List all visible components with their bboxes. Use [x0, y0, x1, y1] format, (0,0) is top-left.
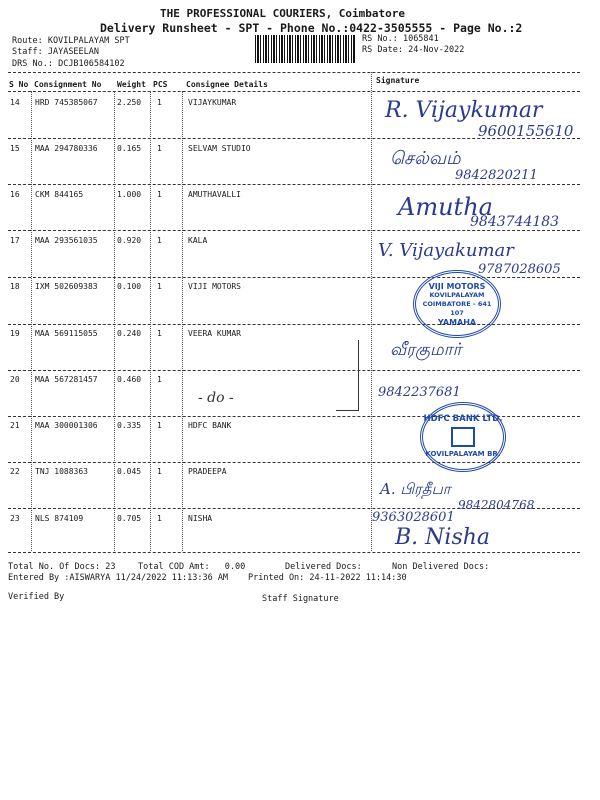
stamp-line: COIMBATORE - 641 107	[422, 299, 492, 317]
signature-name: B. Nisha	[395, 525, 491, 550]
cell-weight: 0.335	[117, 421, 142, 430]
cell-weight: 1.000	[117, 190, 142, 199]
col-pcs: PCS	[153, 80, 168, 89]
viji-motors-stamp	[413, 270, 501, 338]
total-cod	[138, 562, 245, 572]
cell-consignment: MAA 294780336	[35, 144, 98, 153]
total-docs-label: Total No. Of Docs:	[8, 562, 101, 572]
rs-date-line	[362, 45, 464, 55]
verified-by: Verified By	[8, 592, 65, 602]
cell-consignment: MAA 293561035	[35, 236, 98, 245]
row-rule	[8, 324, 580, 325]
signature-name: R. Vijaykumar	[385, 98, 543, 123]
cell-consignment: NLS 874109	[35, 514, 84, 523]
header-bottom-rule	[8, 91, 580, 92]
col-weight: Weight	[117, 80, 146, 89]
route-value: KOVILPALAYAM SPT	[47, 36, 130, 46]
cell-sno: 16	[10, 190, 20, 199]
stamp-line: YAMAHA	[437, 317, 477, 327]
rs-no-line	[362, 34, 439, 44]
col-divider	[31, 91, 32, 551]
cell-consignee: VIJI MOTORS	[188, 282, 241, 291]
total-docs-value: 23	[105, 562, 116, 572]
cell-weight: 0.165	[117, 144, 142, 153]
rs-date-label: RS Date:	[362, 45, 403, 55]
staff-signature-label: Staff Signature	[262, 594, 339, 604]
drs-value: DCJB106584102	[58, 59, 125, 69]
total-docs	[8, 562, 116, 572]
staff-value: JAYASEELAN	[47, 47, 100, 57]
cell-pcs: 1	[157, 375, 162, 384]
cell-sno: 15	[10, 144, 20, 153]
cell-consignment: MAA 567281457	[35, 375, 98, 384]
row-rule	[8, 462, 580, 463]
cell-consignment: IXM 502609383	[35, 282, 98, 291]
staff-line	[12, 47, 99, 57]
cell-weight: 0.100	[117, 282, 142, 291]
cell-weight: 0.240	[117, 329, 142, 338]
ditto-mark: - do -	[198, 390, 234, 406]
cell-pcs: 1	[157, 190, 162, 199]
cell-weight: 0.705	[117, 514, 142, 523]
cell-sno: 20	[10, 375, 20, 384]
signature-phone: 9363028601	[372, 510, 455, 525]
company-title: THE PROFESSIONAL COURIERS, Coimbatore	[160, 7, 406, 20]
cell-weight: 0.045	[117, 467, 142, 476]
cell-consignee: PRADEEPA	[188, 467, 227, 476]
cell-sno: 17	[10, 236, 20, 245]
signature-name: Amutha	[398, 193, 493, 221]
hand-bracket	[336, 340, 359, 411]
cell-sno: 21	[10, 421, 20, 430]
row-rule	[8, 508, 580, 509]
signature-name: செல்வம்	[390, 148, 461, 169]
cell-sno: 14	[10, 98, 20, 107]
hdfc-logo-icon	[451, 427, 475, 447]
route-line	[12, 36, 130, 46]
cell-sno: 18	[10, 282, 20, 291]
signature-name: V. Vijayakumar	[378, 240, 514, 261]
printed-on: Printed On: 24-11-2022 11:14:30	[248, 573, 407, 583]
cell-pcs: 1	[157, 282, 162, 291]
cell-pcs: 1	[157, 98, 162, 107]
signature-name: வீரகுமார்	[390, 340, 462, 360]
cell-pcs: 1	[157, 421, 162, 430]
col-sno: S No	[9, 80, 29, 89]
route-label: Route:	[12, 36, 43, 46]
signature-phone: 9600155610	[478, 122, 574, 140]
row-rule	[8, 277, 580, 278]
cell-consignee: KALA	[188, 236, 208, 245]
cell-sno: 23	[10, 514, 20, 523]
cell-pcs: 1	[157, 329, 162, 338]
cod-value: 0.00	[224, 562, 246, 572]
cell-sno: 19	[10, 329, 20, 338]
cell-consignment: TNJ 1088363	[35, 467, 88, 476]
signature-phone: 9787028605	[478, 262, 561, 277]
cell-consignee: AMUTHAVALLI	[188, 190, 241, 199]
row-rule	[8, 138, 580, 139]
rs-no-label: RS No.:	[362, 34, 398, 44]
delivered-docs-label: Delivered Docs:	[285, 562, 362, 572]
cell-consignment: MAA 569115055	[35, 329, 98, 338]
col-consignment: Consignment No	[34, 80, 102, 89]
cell-sno: 22	[10, 467, 20, 476]
col-consignee: Consignee Details	[186, 80, 268, 89]
col-divider	[114, 91, 115, 551]
cell-pcs: 1	[157, 514, 162, 523]
cell-consignee: HDFC BANK	[188, 421, 232, 430]
cod-label: Total COD Amt:	[138, 562, 210, 572]
cell-consignee: VIJAYKUMAR	[188, 98, 237, 107]
cell-pcs: 1	[157, 144, 162, 153]
stamp-line: KOVILPALAYAM BR.	[425, 450, 501, 458]
non-delivered-docs-label: Non Delivered Docs:	[392, 562, 490, 572]
signature-phone: 9842820211	[455, 168, 538, 183]
signature-name: A. பிரதீபா	[380, 480, 451, 498]
col-divider	[150, 91, 151, 551]
cell-consignment: CKM 844165	[35, 190, 84, 199]
entered-by: Entered By :AISWARYA 11/24/2022 11:13:36 AM	[8, 573, 229, 583]
stamp-line: KOVILPALAYAM	[429, 290, 485, 299]
signature-phone: 9842804768	[458, 498, 535, 512]
row-rule	[8, 230, 580, 231]
cell-consignee: SELVAM STUDIO	[188, 144, 251, 153]
stamp-line: HDFC BANK LTD.	[423, 414, 503, 424]
cell-pcs: 1	[157, 467, 162, 476]
col-divider	[182, 91, 183, 551]
col-signature: Signature	[376, 76, 420, 85]
barcode	[255, 35, 355, 63]
drs-line	[12, 59, 125, 69]
drs-label: DRS No.:	[12, 59, 53, 69]
cell-weight: 0.920	[117, 236, 142, 245]
col-divider	[371, 72, 372, 551]
cell-consignment: HRD 745385067	[35, 98, 98, 107]
header-top-rule	[8, 72, 580, 73]
rs-no-value: 1065841	[402, 34, 439, 44]
row-rule	[8, 184, 580, 185]
stamp-line: VIJI MOTORS	[428, 281, 486, 291]
cell-weight: 2.250	[117, 98, 142, 107]
runsheet-subtitle: Delivery Runsheet - SPT - Phone No.:0422-3505555 - Page No.:2	[100, 21, 523, 35]
row-rule	[8, 370, 580, 371]
cell-consignee: VEERA KUMAR	[188, 329, 241, 338]
row-rule	[8, 552, 580, 553]
cell-consignee: NISHA	[188, 514, 213, 523]
cell-pcs: 1	[157, 236, 162, 245]
rs-date-value: 24-Nov-2022	[408, 45, 465, 55]
cell-weight: 0.460	[117, 375, 142, 384]
signature-phone: 9842237681	[378, 385, 461, 400]
signature-phone: 9843744183	[470, 214, 560, 230]
staff-label: Staff:	[12, 47, 43, 57]
cell-consignment: MAA 300001306	[35, 421, 98, 430]
